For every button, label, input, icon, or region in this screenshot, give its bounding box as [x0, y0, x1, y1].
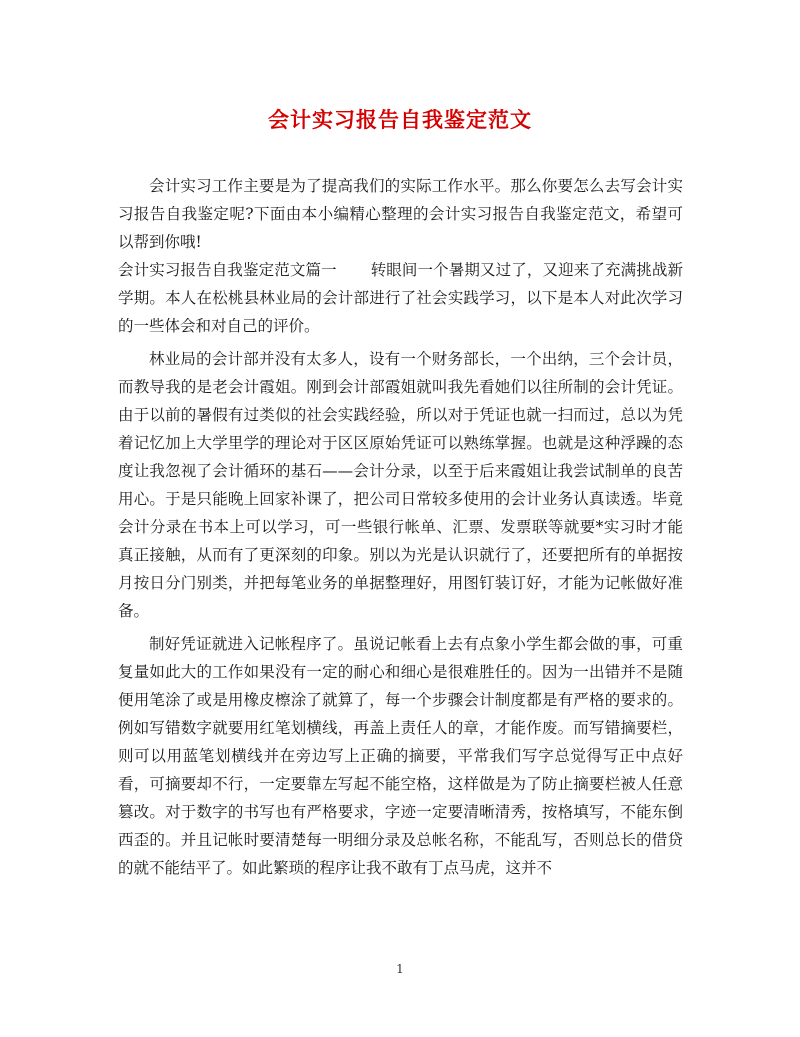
page-number: 1 — [396, 962, 404, 976]
section-intro-text: 转眼间一个暑期又过了，又迎来了充满挑战新学期。本人在松桃县林业局的会计部进行了社会实践学习，以下是本人对此次学习的一些体会和对自己的评价。 — [118, 261, 683, 336]
section-heading: 会计实习报告自我鉴定范文篇一 — [118, 261, 337, 280]
intro-paragraph: 会计实习工作主要是为了提高我们的实际工作水平。那么你要怎么去写会计实习报告自我鉴定呢?下面由本小编精心整理的会计实习报告自我鉴定范文，希望可以帮到你哦! — [118, 177, 683, 252]
section-paragraph — [118, 256, 683, 340]
document-title: 会计实习报告自我鉴定范文 — [268, 107, 532, 132]
body-paragraph-2: 制好凭证就进入记帐程序了。虽说记帐看上去有点象小学生都会做的事，可重复量如此大的工作如果没有一定的耐心和细心是很难胜任的。因为一出错并不是随便用笔涂了或是用橡皮檫涂了就算了，每一个步骤会计制度都是有严格的要求的。例如写错数字就要用红笔划横线，再盖上责任人的章，才能作废。而写错摘要栏，则可以用蓝笔划横线并在旁边写上正确的摘要，平常我们写字总觉得写正中点好看，可摘要却不行，一定要靠左写起不能空格，这样做是为了防止摘要栏被人任意篡改。对于数字的书写也有严格要求，字迹一定要清晰清秀，按格填写，不能东倒西歪的。并且记帐时要清楚每一明细分录及总帐名称，不能乱写，否则总长的借贷的就不能结平了。如此繁琐的程序让我不敢有丁点马虎，这并不 — [118, 634, 683, 878]
body-paragraph-1: 林业局的会计部并没有太多人，设有一个财务部长，一个出纳，三个会计员，而教导我的是老会计霞姐。刚到会计部霞姐就叫我先看她们以往所制的会计凭证。由于以前的暑假有过类似的社会实践经验，所以对于凭证也就一扫而过，总以为凭着记忆加上大学里学的理论对于区区原始凭证可以熟练掌握。也就是这种浮躁的态度让我忽视了会计循环的基石——会计分录，以至于后来霞姐让我尝试制单的良苦用心。于是只能晚上回家补课了，把公司日常较多使用的会计业务认真读透。毕竟会计分录在书本上可以学习，可一些银行帐单、汇票、发票联等就要*实习时才能真正接触，从而有了更深刻的印象。别以为光是认识就行了，还要把所有的单据按月按日分门别类，并把每笔业务的单据整理好，用图钉装订好，才能为记帐做好准备。 — [118, 349, 683, 621]
document-body — [118, 172, 683, 882]
